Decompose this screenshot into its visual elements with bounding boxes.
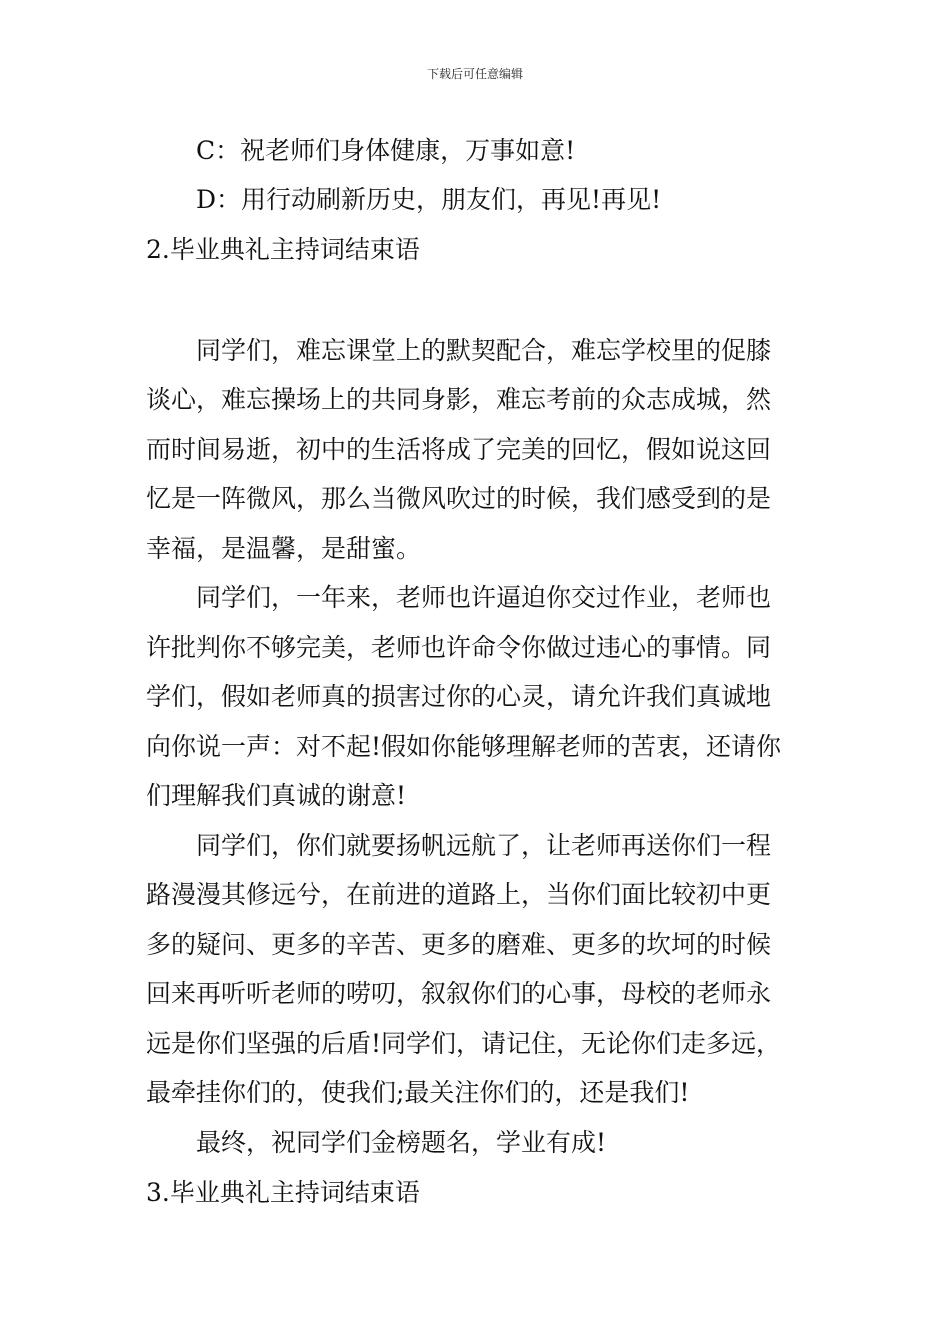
paragraph-3-line-6: 最牵挂你们的，使我们;最关注你们的，还是我们!: [146, 1078, 690, 1107]
paragraph-2-line-2: 许批判你不够完美，老师也许命令你做过违心的事情。同: [146, 633, 772, 662]
paragraph-3-line-1: 同学们，你们就要扬帆远航了，让老师再送你们一程: [196, 831, 772, 860]
section-heading-3: 3.毕业典礼主持词结束语: [146, 1178, 420, 1207]
section-heading-2: 2.毕业典礼主持词结束语: [146, 235, 420, 264]
paragraph-1-line-5: 幸福，是温馨，是甜蜜。: [146, 534, 422, 563]
paragraph-2-line-1: 同学们，一年来，老师也许逼迫你交过作业，老师也: [196, 583, 772, 612]
paragraph-1-line-2: 谈心，难忘操场上的共同身影，难忘考前的众志成城，然: [146, 385, 772, 414]
closing-wish-line: 最终，祝同学们金榜题名，学业有成!: [196, 1128, 607, 1157]
page-header-note: 下载后可任意编辑: [426, 67, 523, 81]
paragraph-1-line-1: 同学们，难忘课堂上的默契配合，难忘学校里的促膝: [196, 336, 772, 365]
paragraph-3-line-2: 路漫漫其修远兮，在前进的道路上，当你们面比较初中更: [146, 880, 772, 909]
paragraph-2-line-5: 们理解我们真诚的谢意!: [146, 781, 407, 810]
paragraph-3-line-3: 多的疑问、更多的辛苦、更多的磨难、更多的坎坷的时候: [146, 930, 772, 959]
paragraph-1-line-4: 忆是一阵微风，那么当微风吹过的时候，我们感受到的是: [146, 484, 772, 513]
paragraph-3-line-5: 远是你们坚强的后盾!同学们，请记住，无论你们走多远，: [146, 1029, 782, 1058]
paragraph-2-line-3: 学们，假如老师真的损害过你的心灵，请允许我们真诚地: [146, 682, 772, 711]
paragraph-2-line-4: 向你说一声：对不起!假如你能够理解老师的苦衷，还请你: [146, 732, 782, 761]
paragraph-1-line-3: 而时间易逝，初中的生活将成了完美的回忆，假如说这回: [146, 435, 772, 464]
option-c-line: C：祝老师们身体健康，万事如意!: [196, 136, 576, 165]
option-d-line: D：用行动刷新历史，朋友们，再见!再见!: [196, 185, 662, 214]
paragraph-3-line-4: 回来再听听老师的唠叨，叙叙你们的心事，母校的老师永: [146, 979, 772, 1008]
